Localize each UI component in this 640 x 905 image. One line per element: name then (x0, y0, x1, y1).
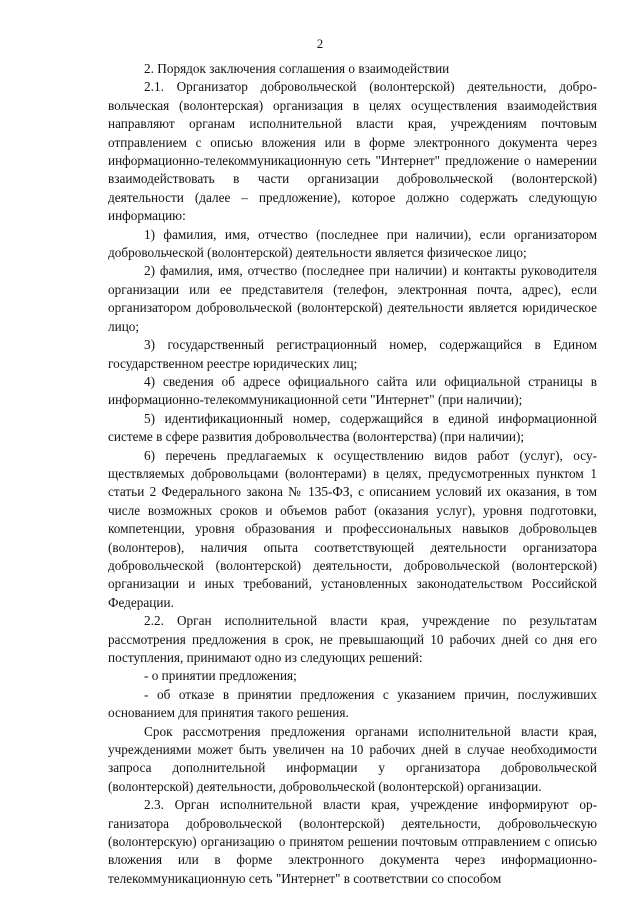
document-body (108, 60, 597, 888)
list-item-1: 1) фамилия, имя, отчество (последнее при наличии), если организатором добровольческой (волонтерской) деятельности является физическое лицо; (108, 226, 597, 261)
decision-reject: - об отказе в принятии предложения с указанием причин, послуживших основанием для принятия такого решения. (108, 686, 597, 721)
page-number: 2 (316, 36, 324, 51)
paragraph-2-2: 2.2. Орган исполнительной власти края, учреждение по результатам рассмотрения предложения в срок, не превышающий 10 рабочих дней со дня его поступления, принимают одно из следующих решений: (108, 613, 597, 665)
list-item-3: 3) государственный регистрационный номер, содержащийся в Едином государственном реестре юридических лиц; (108, 337, 597, 371)
paragraph-2-3: 2.3. Орган исполнительной власти края, учреждение информируют организатора добровольческой (волонтерской) деятельности, добровольческую (волонтерскую) организацию о принятом решении почтовым отправлением с описью вложения или в форме электронного документа через информационно-телекоммуникационную сеть "Интернет" в соответствии со способом (108, 797, 597, 886)
decision-accept: - о принятии предложения; (144, 668, 297, 684)
paragraph-review-term: Срок рассмотрения предложения органами исполнительной власти края, учреждениями может быть увеличен на 10 рабочих дней в случае необходимости запроса дополнительной информации у организатора добровольческой (волонтерской) деятельности, добровольческой (волонтерской) организации. (108, 723, 597, 794)
section-heading: 2. Порядок заключения соглашения о взаимодействии (144, 61, 450, 76)
list-item-2: 2) фамилия, имя, отчество (последнее при наличии) и контакты руководителя организации или ее представителя (телефон, электронная почта, адрес), если организатором добровольческой (волонтерской) деятельности является юридическое лицо; (108, 263, 597, 334)
list-item-4: 4) сведения об адресе официального сайта или официальной страницы в информационно-телекоммуникационной сети "Интернет" (при наличии); (108, 373, 597, 408)
paragraph-2-1: 2.1. Организатор добровольческой (волонтерской) деятельности, добровольческая (волонтерская) организация в целях осуществления взаимодействия направляют органам исполнительной власти края, учреждениям почтовым отправлением с описью вложения или в форме электронного документа через информационно-телекоммуникационную сеть "Интернет" предложение о намерении взаимодействовать в части организации добровольческой (волонтерской) деятельности (далее – предложение), которое должно содержать следующую информацию: (108, 79, 597, 224)
list-item-6: 6) перечень предлагаемых к осуществлению видов работ (услуг), осуществляемых добровольцами (волонтерами) в целях, предусмотренных пунктом 1 статьи 2 Федерального закона № 135-ФЗ, с описанием условий их оказания, в том числе возможных сроков и объемов работ (оказания услуг), уровня подготовки, компетенции, уровня образования и профессиональных навыков добровольцев (волонтеров), наличия опыта соответствующей деятельности организатора добровольческой (волонтерской) деятельности, добровольческой (волонтерской) организации и иных требований, установленных законодательством Российской Федерации. (108, 447, 597, 610)
list-item-5: 5) идентификационный номер, содержащийся в единой информационной системе в сфере развития добровольчества (волонтерства) (при наличии); (108, 410, 597, 445)
